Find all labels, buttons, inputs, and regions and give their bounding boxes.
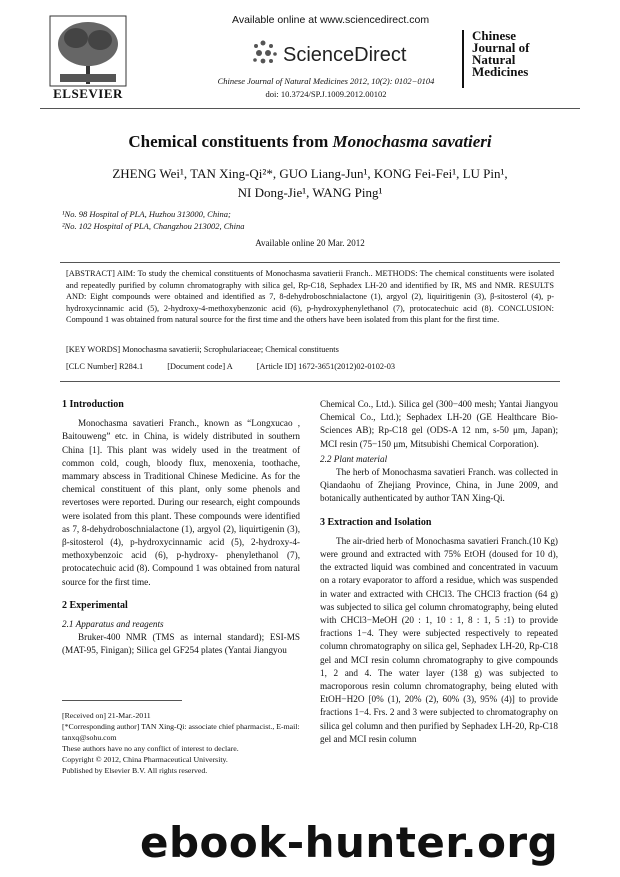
- section-heading: 3 Extraction and Isolation: [320, 516, 432, 528]
- sciencedirect-dots-icon: [250, 38, 280, 68]
- footnote: These authors have no any conflict of interest to declare.: [62, 744, 239, 753]
- clc-number: [CLC Number] R284.1: [66, 362, 144, 371]
- header-divider: [40, 108, 580, 109]
- footnote: [Received on] 21-Mar.-2011: [62, 711, 151, 720]
- paper-title: [40, 132, 580, 152]
- subsection-heading: 2.2 Plant material: [320, 453, 388, 464]
- document-code: [Document code] A: [167, 362, 233, 371]
- left-column: [62, 398, 300, 658]
- section-heading: 2 Experimental: [62, 599, 128, 611]
- journal-line: Chinese: [472, 28, 517, 43]
- apparatus-body: Bruker-400 NMR (TMS as internal standard); ESI-MS (MAT-95, Finigan); Silica gel GF254 plates (Yantai Jiangyou: [62, 632, 300, 656]
- doi: doi: 10.3724/SP.J.1009.2012.00102: [265, 89, 387, 99]
- journal-line: Medicines: [472, 64, 529, 79]
- journal-line: Journal of: [472, 40, 530, 55]
- affiliation: ²No. 102 Hospital of PLA, Changzhou 213002, China: [62, 221, 245, 231]
- right-column: [320, 398, 558, 746]
- elsevier-tree-logo: [48, 14, 128, 94]
- available-online-text: Available online at www.sciencedirect.com: [232, 14, 430, 26]
- sciencedirect-logo: ScienceDirect: [283, 44, 407, 66]
- introduction-body: Monochasma savatieri Franch., known as “Longxucao , Baitouweng” etc. in China, is widely distributed in southern China [1]. This plant was widely used in the treatment of common cold, cough, bloody flux, menoxenia, toothache, mammary abscess in Traditional Chinese Medicine. As for the chemical constituent of this plant, only some phenols and revertoses were reported. During our research, eight compounds were isolated from this plant. These compounds were identified as 7, 8-dehydroboschnialactone (1), argyol (2), liquirtigenin (3), β-sitosterol (4), p-hydroxycinnamic acid (5), 2-hydroxy-4-methoxybenzoic acid (6), p-hydroxy- phenylethanol (7), protocatechuic acid (8). Compound 1 was obtained from natural source for the first time.: [62, 418, 300, 587]
- title-plain: Chemical constituents from: [128, 132, 333, 151]
- footnotes: [62, 710, 300, 776]
- footnote: Copyright © 2012, China Pharmaceutical University.: [62, 755, 228, 764]
- publisher-name: ELSEVIER: [53, 86, 123, 101]
- footnote: Published by Elsevier B.V. All rights reserved.: [62, 766, 208, 775]
- plant-material-body: The herb of Monochasma savatieri Franch. was collected in Qiandaohu of Zhejiang Province, China, in June 2009, and botanically authenticated by author TAN Xing-Qi.: [320, 467, 558, 504]
- journal-line: Natural: [472, 52, 516, 67]
- classification-line: [66, 362, 554, 371]
- affiliation: ¹No. 98 Hospital of PLA, Huzhou 313000, China;: [62, 209, 231, 219]
- article-id: [Article ID] 1672-3651(2012)02-0102-03: [256, 362, 396, 371]
- section-heading: 1 Introduction: [62, 399, 124, 410]
- title-species: Monochasma savatieri: [332, 132, 492, 151]
- abstract-text: [ABSTRACT] AIM: To study the chemical constituents of Monochasma savatierii Franch.. METHODS: The chemical constituents were isolated and repeatedly purified by column chromatography with silica gel, Rp-C18, Sephadex LH-20 and identified by IR, MS and NMR. RESULTS AND: Eight compounds were obtained and identified as 7, 8-dehydroboschnialactone (1), argyol (2), liquiritigenin (3), β-sitosterol (4), p-hydroxycinnamic acid (5), 2-hydroxy-4-methoxybenzonic acid (6), p-hydroxyphenylethanol (7), protocatechuic acid (8). CONCLUSION: Compound 1 was obtained from natural source for the first time and the others have been isolated from this plant for the first time.: [66, 269, 554, 325]
- authors-line: ZHENG Wei¹, TAN Xing-Qi²*, GUO Liang-Jun¹, KONG Fei-Fei¹, LU Pin¹,: [112, 166, 508, 181]
- footnote: [*Corresponding author] TAN Xing-Qi: associate chief pharmacist., E-mail: tanxq@sohu.com: [62, 722, 300, 742]
- subsection-heading: 2.1 Apparatus and reagents: [62, 619, 164, 630]
- extraction-body: The air-dried herb of Monochasma savatieri Franch.(10 Kg) were ground and extracted with 75% EtOH (doused for 10 d), the extracted liquid was combined and concentrated in vacuum on a rotary evaporator to afford a residue, which was suspended in water and extracted with CHCl3. The CHCl3 fraction (64 g) was subjected to silica gel column chromatography, being eluted with CHCl3−MeOH (20 : 1, 10 : 1, 8 : 1, 5 :1) to provide fractions 1−4. They were subjected respectively to repeated column chromatography on silica gel, Sephadex LH-20, Rp-C18 gel and MCI resin column chromatography to give compounds 1, 2 and 4. The water layer (138 g) was subjected to macroporous resin column chromatography, being eluted with EtOH−H2O [0% (1), 20% (2), 60% (3), 95% (4)] to provide fractions 1−4. Frs. 2 and 3 were subjected to chromatography on silica gel column and then purified by Sephadex LH-20, Rp-C18 gel and MCI resin column: [320, 535, 558, 744]
- journal-name-box: [462, 30, 574, 88]
- reagents-continued: Chemical Co., Ltd.). Silica gel (300−400 mesh; Yantai Jiangyou Chemical Co., Ltd.); Sephadex LH-20 (GE Healthcare Bio-Sciences AB); Rp-C18 gel (ODS-A 12 nm, s-50 μm, Japan); MCI resin (75−150 μm, Mitsubishi Chemical Corporation).: [320, 399, 558, 449]
- authors-line: NI Dong-Jie¹, WANG Ping¹: [237, 185, 383, 200]
- available-online-date: Available online 20 Mar. 2012: [255, 238, 365, 248]
- journal-citation: Chinese Journal of Natural Medicines 2012, 10(2): 0102−0104: [217, 76, 435, 86]
- footnote-divider: [62, 700, 182, 701]
- keywords: [KEY WORDS] Monochasma savatierii; Scrophulariaceae; Chemical constituents: [66, 345, 339, 354]
- author-list: [70, 164, 550, 202]
- watermark-text: ebook-hunter.org: [140, 818, 559, 867]
- affiliations: [62, 208, 244, 232]
